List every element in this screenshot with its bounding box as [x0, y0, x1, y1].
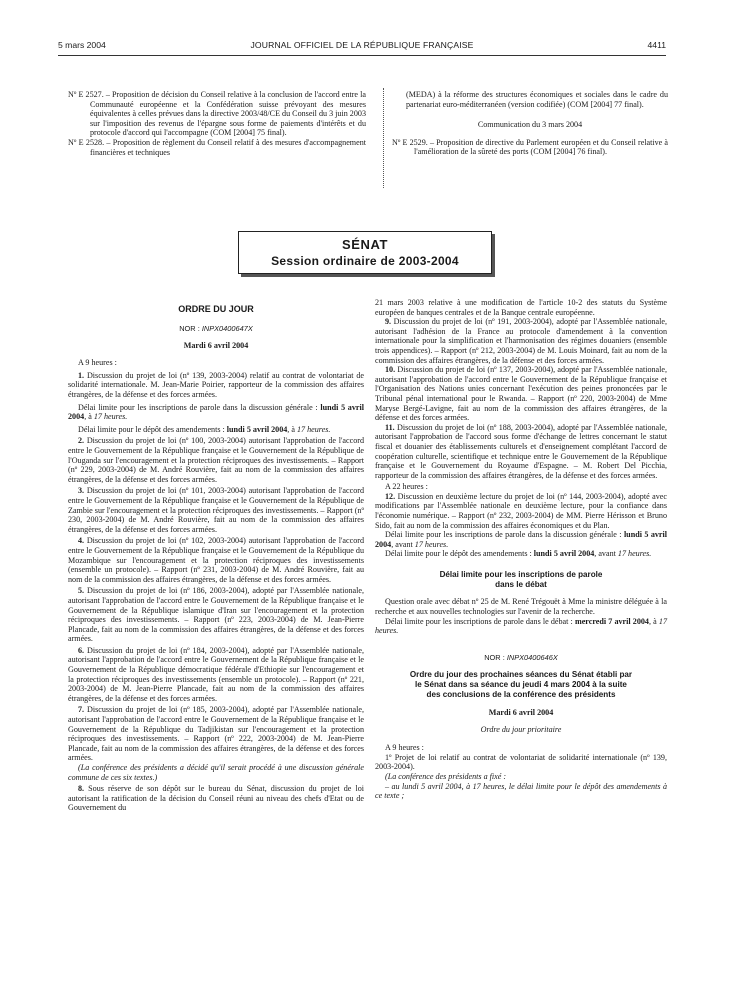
session-time: A 9 heures :: [78, 358, 117, 368]
deadline-time: 17 heures.: [414, 539, 449, 549]
agenda-item-11: [375, 423, 667, 481]
deadline-date: lundi 5 avril 2004: [68, 402, 364, 422]
item-number: 2.: [78, 436, 85, 446]
item-text: Discussion du projet de loi (nº 184, 2003-2004), adopté par l'Assemblée nationale, autorisant l'approbation de l'accord entre le Gouvernement de la République française et le Gouvernement de la République démocratique fédérale d'Ethiopie sur l'encouragement et la protection réciproques des investissements (ensemble un protocole). – Rapport (nº 221, 2003-2004) de M. Jean-Pierre Plancade, fait au nom de la commission des affaires étrangères, de la défense et des forces armées.: [68, 645, 364, 703]
deadline-time: 17 heures.: [617, 549, 652, 559]
debate-deadline-heading: [375, 570, 667, 589]
item-text: Discussion du projet de loi (nº 137, 2003-2004), adopté par l'Assemblée nationale, autorisant l'approbation de l'accord entre le Gouvernement de la République française et l'Organisation des Nations unies concernant l'exécution des peines prononcées par le Tribunal pénal international pour le Rwanda. – Rapport (nº 220, 2003-2004) de Mme Maryse Bergé-Lavigne, fait au nom de la commission des affaires étrangères, de la défense et des forces armées.: [375, 365, 667, 423]
item-number: 7.: [78, 705, 85, 715]
item-number: 1º: [385, 752, 392, 762]
item-text: Discussion du projet de loi (nº 101, 2003-2004) autorisant l'approbation de l'accord entre le Gouvernement de la République française et le Gouvernement de la République de Zambie sur l'encouragement et la protection réciproques des investissements. – Rapport (nº 230, 2003-2004) de M. André Rouvière, fait au nom de la commission des affaires étrangères, de la défense et des forces armées.: [68, 486, 364, 534]
deadline-connector: , avant: [594, 549, 618, 559]
nor-reference: [68, 324, 364, 334]
day-heading: Mardi 6 avril 2004: [183, 340, 249, 350]
nor-reference: [375, 653, 667, 663]
item-number: 12.: [385, 491, 396, 501]
ordre-du-jour-heading: ORDRE DU JOUR: [178, 304, 254, 314]
deadline-time: 17 heures.: [93, 412, 128, 422]
session-time-22h: A 22 heures :: [385, 482, 428, 492]
deadline-speakers: [375, 530, 667, 549]
deadline-speakers: [68, 403, 364, 422]
item-number: 8.: [78, 784, 85, 794]
deadline-connector: , à: [648, 616, 659, 626]
nor-label: NOR :: [179, 323, 202, 333]
senat-subtitle: Session ordinaire de 2003-2004: [271, 254, 459, 268]
agenda-item-3: [68, 486, 364, 534]
heading-line: des conclusions de la conférence des présidents: [426, 689, 616, 699]
item-number: 9.: [385, 317, 392, 327]
header-journal-title: JOURNAL OFFICIEL DE LA RÉPUBLIQUE FRANÇAISE: [250, 40, 474, 50]
agenda-item-7: [68, 705, 364, 763]
heading-line: Délai limite pour les inscriptions de parole: [439, 570, 603, 580]
deadline-date: mercredi 7 avril 2004: [574, 616, 649, 626]
item-e2529: [392, 138, 668, 157]
item-text: Discussion du projet de loi (nº 191, 2003-2004), adopté par l'Assemblée nationale, autorisant l'adhésion de la France au protocole d'amendement à la convention internationale pour la simplification et l'harmonisation des régimes douaniers (ensemble trois appendices). – Rapport (nº 212, 2003-2004) de M. Louis Moinard, fait au nom de la commission des affaires étrangères, de la défense et des forces armées.: [375, 317, 667, 365]
header-date: 5 mars 2004: [58, 40, 106, 50]
running-header: [58, 41, 666, 53]
item-number: 11.: [385, 422, 395, 432]
nor-code: INPX0400646X: [506, 652, 558, 662]
next-sessions-heading: [375, 670, 667, 700]
item-number: 3.: [78, 486, 85, 496]
item-number: 5.: [78, 586, 85, 596]
item-number: Nº E 2529.: [392, 137, 428, 147]
agenda-item-8-continued: 21 mars 2003 relative à une modification de l'article 10-2 des statuts du Système européen de banques centrales et de la Banque centrale européenne.: [375, 298, 667, 317]
item-number: 4.: [78, 536, 85, 546]
deadline-amendments: [68, 425, 364, 435]
nor-label: NOR :: [484, 652, 507, 662]
header-page-number: 4411: [647, 40, 666, 50]
item-e2527: [68, 90, 366, 138]
agenda-item-9: [375, 317, 667, 365]
agenda-item-10: [375, 365, 667, 423]
agenda-item-4: [68, 536, 364, 584]
item-text: Discussion du projet de loi (nº 102, 2003-2004) autorisant l'approbation de l'accord entre le Gouvernement de la République française et le Gouvernement de la République du Mozambique sur l'encouragement et la protection réciproques des investissements (ensemble un protocole). – Rapport (nº 231, 2003-2004) de M. André Rouvière, fait au nom de la commission des affaires étrangères, de la défense et des forces armées.: [68, 536, 364, 584]
item-text: Projet de loi relatif au contrat de volontariat de solidarité internationale (nº 139, 2003-2004).: [375, 752, 667, 772]
column-divider: [383, 88, 384, 188]
item-text: – Proposition de directive du Parlement européen et du Conseil relative à l'amélioration de la sûreté des ports (COM [2004] 76 final).: [414, 137, 668, 157]
item-number: 10.: [385, 365, 396, 375]
deadline-connector: , à: [287, 424, 297, 434]
agenda-item-2: [68, 436, 364, 484]
deadline-amendments: [375, 549, 667, 559]
item-text: Discussion du projet de loi (nº 186, 2003-2004), adopté par l'Assemblée nationale, autorisant l'approbation de l'accord entre le Gouvernement de la République française et le Gouvernement de la République islamique d'Iran sur l'encouragement et la protection réciproques des investissements. – Rapport (nº 223, 2003-2004) de M. Jean-Pierre Plancade, fait au nom de la commission des affaires étrangères, de la défense et des forces armées.: [68, 586, 364, 644]
nor-code: INPX0400647X: [201, 323, 253, 333]
senat-title-box: [238, 231, 492, 274]
agenda-item-12: [375, 492, 667, 530]
priority-agenda-heading: Ordre du jour prioritaire: [480, 725, 562, 735]
deadline-label: Délai limite pour le dépôt des amendements :: [78, 424, 227, 434]
conference-note: (La conférence des présidents a décidé qu'il serait procédé à une discussion générale commune de ces six textes.): [68, 763, 364, 782]
top-right-column: [392, 90, 668, 157]
deadline-label: Délai limite pour le dépôt des amendements :: [385, 549, 534, 559]
deadline-label: Délai limite pour les inscriptions de parole dans le débat :: [385, 616, 575, 626]
item-text: – Proposition de règlement du Conseil relatif à des mesures d'accompagnement financières et techniques: [90, 137, 366, 157]
item-e2528-continued: (MEDA) à la réforme des structures économiques et sociales dans le cadre du partenariat euro-méditerranéen (version codifiée) (COM [2004] 77 final).: [406, 90, 668, 109]
debate-deadline: [375, 617, 667, 636]
senat-title: SÉNAT: [341, 237, 389, 252]
top-left-column: [68, 90, 366, 157]
priority-item-1: [375, 753, 667, 772]
item-text: Discussion du projet de loi (nº 188, 2003-2004), adopté par l'Assemblée nationale, autorisant l'approbation de l'accord sous forme d'échange de lettres concernant le statut fiscal et douanier des établissements culturels et d'enseignement complétant l'accord de coopération culturelle, scientifique et technique entre le Gouvernement de la République française et le Gouvernement du Royaume d'Espagne. – M. Robert Del Picchia, rapporteur de la commission des affaires étrangères, de la défense et des forces armées.: [375, 422, 667, 480]
communication-heading: Communication du 3 mars 2004: [477, 120, 583, 130]
item-text: – Proposition de décision du Conseil relative à la conclusion de l'accord entre la Communauté européenne et la Confédération suisse prévoyant des mesures équivalentes à celles prévues dans la directive 2003/48/CE du Conseil du 3 juin 2003 sur l'imposition des revenus de l'épargne sous forme de paiements d'intérêts et du protocole d'accord qui l'accompagne (COM [2004] 75 final).: [90, 90, 366, 138]
deadline-connector: , avant: [391, 539, 415, 549]
main-right-column: [375, 298, 667, 801]
agenda-item-1: [68, 371, 364, 400]
deadline-label: Délai limite pour les inscriptions de parole dans la discussion générale :: [385, 530, 624, 540]
main-left-column: [68, 296, 364, 813]
item-text: Discussion du projet de loi (nº 100, 2003-2004) autorisant l'approbation de l'accord entre le Gouvernement de la République française et le Gouvernement de la République de l'Ouganda sur l'encouragement et la protection réciproques des investissements. – Rapport (nº 229, 2003-2004) de M. André Rouvière, fait au nom de la commission des affaires étrangères, de la défense et des forces armées.: [68, 436, 364, 484]
oral-question: Question orale avec débat nº 25 de M. René Trégouët à Mme la ministre déléguée à la recherche et aux nouvelles technologies sur l'avenir de la recherche.: [375, 597, 667, 616]
deadline-date: lundi 5 avril 2004: [226, 424, 288, 434]
heading-line: Ordre du jour des prochaines séances du Sénat établi par: [409, 669, 633, 679]
item-text: Discussion du projet de loi (nº 185, 2003-2004), adopté par l'Assemblée nationale, autorisant l'approbation de l'accord entre le Gouvernement de la République française et le Gouvernement de la République du Tadjikistan sur l'encouragement et la protection réciproques des investissements. – Rapport (nº 222, 2003-2004) de M. Jean-Pierre Plancade, fait au nom de la commission des affaires étrangères, de la défense et des forces armées.: [68, 705, 364, 763]
deadline-date: lundi 5 avril 2004: [533, 549, 595, 559]
deadline-label: Délai limite pour les inscriptions de parole dans la discussion générale :: [78, 402, 321, 412]
session-time: A 9 heures :: [385, 743, 424, 753]
deadline-time: 17 heures.: [375, 616, 667, 636]
item-number: 1.: [78, 370, 85, 380]
agenda-item-6: [68, 646, 364, 704]
item-text: Sous réserve de son dépôt sur le bureau du Sénat, discussion du projet de loi autorisant la ratification de la décision du Conseil réuni au niveau des chefs d'Etat ou de Gouvernement du: [68, 784, 364, 813]
deadline-time: 17 heures.: [296, 424, 331, 434]
deadline-connector: , à: [84, 412, 94, 422]
heading-line: dans le débat: [495, 579, 547, 589]
item-e2528: [68, 138, 366, 157]
item-text: Discussion en deuxième lecture du projet de loi (nº 144, 2003-2004), adopté avec modifications par l'Assemblée nationale en deuxième lecture, pour la confiance dans l'économie numérique. – Rapport (nº 232, 2003-2004) de MM. Pierre Hérisson et Bruno Sido, fait au nom de la commission des affaires économiques et du Plan.: [375, 491, 667, 530]
header-rule: [58, 55, 666, 56]
deadline-date: lundi 5 avril 2004: [375, 530, 668, 549]
item-number: Nº E 2528.: [68, 137, 105, 147]
heading-line: le Sénat dans sa séance du jeudi 4 mars 2004 à la suite: [415, 679, 627, 689]
item-text: Discussion du projet de loi (nº 139, 2003-2004) relatif au contrat de volontariat de solidarité internationale. M. Jean-Marie Poirier, rapporteur de la commission des affaires étrangères, de la défense et des forces armées.: [68, 370, 364, 400]
item-number: 6.: [78, 645, 85, 655]
agenda-item-8: [68, 784, 364, 813]
item-number: Nº E 2527.: [68, 90, 104, 99]
conference-note: (La conférence des présidents a fixé :: [385, 771, 507, 781]
conference-note-deadline: – au lundi 5 avril 2004, à 17 heures, le délai limite pour le dépôt des amendements à ce texte ;: [375, 781, 667, 801]
agenda-item-5: [68, 586, 364, 644]
day-heading: Mardi 6 avril 2004: [488, 707, 554, 717]
